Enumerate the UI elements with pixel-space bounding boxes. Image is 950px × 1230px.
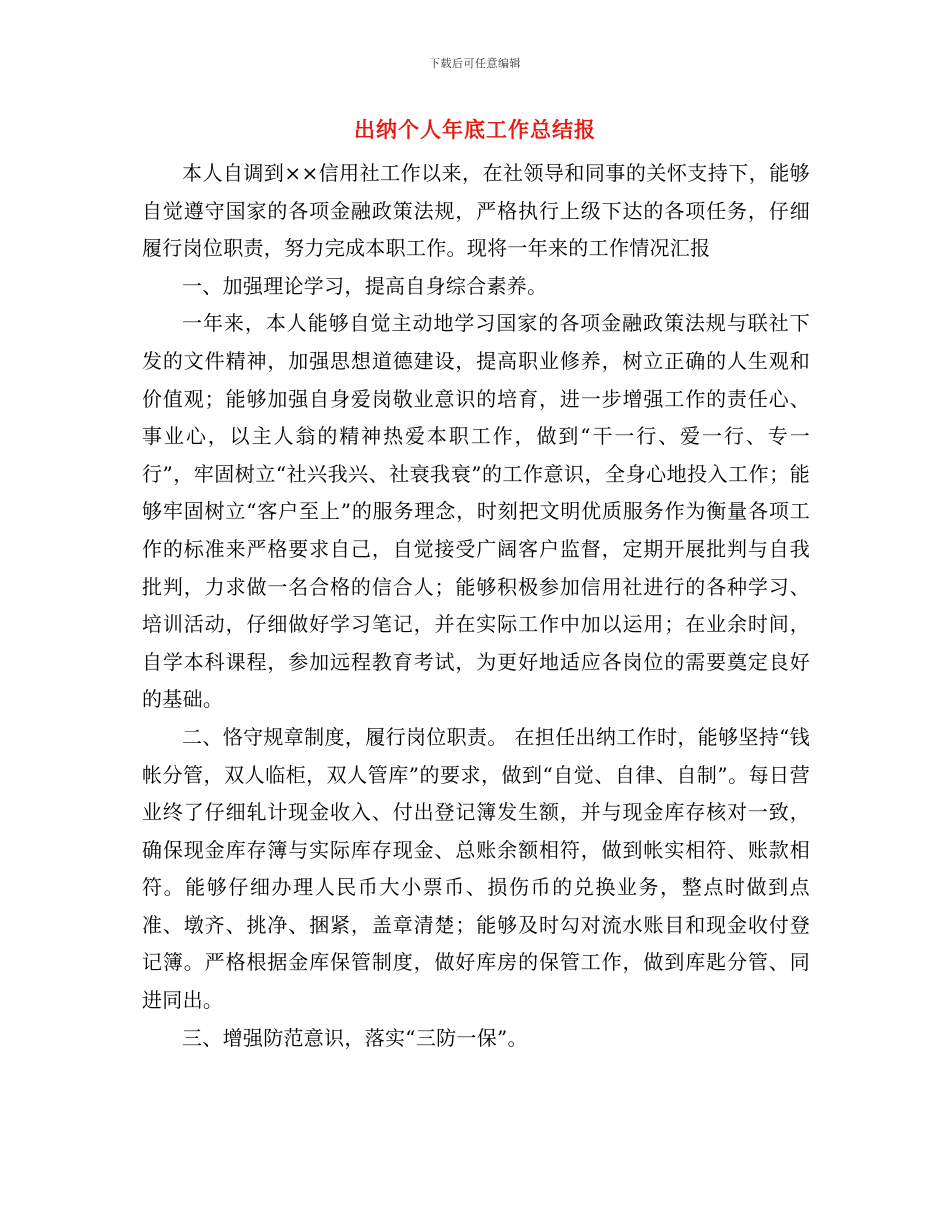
section-heading-3: 三、增强防范意识，落实“三防一保”。 bbox=[182, 1025, 528, 1050]
document-title: 出纳个人年底工作总结报 bbox=[354, 117, 596, 142]
paragraph-section-1: 一年来，本人能够自觉主动地学习国家的各项金融政策法规与联社下发的文件精神，加强思想道德建设，提高职业修养，树立正确的人生观和价值观；能够加强自身爱岗敬业意识的培育，进一步增强工作的责任心、事业心，以主人翁的精神热爱本职工作，做到“干一行、爱一行、专一行”，牢固树立“社兴我兴、社衰我衰”的工作意识，全身心地投入工作；能够牢固树立“客户至上”的服务理念，时刻把文明优质服务作为衡量各项工作的标准来严格要求自己，自觉接受广阔客户监督，定期开展批判与自我批判，力求做一名合格的信合人；能够积极参加信用社进行的各种学习、培训活动，仔细做好学习笔记，并在实际工作中加以运用；在业余时间，自学本科课程，参加远程教育考试，为更好地适应各岗位的需要奠定良好的基础。 bbox=[142, 311, 810, 712]
paragraph-intro: 本人自调到××信用社工作以来，在社领导和同事的关怀支持下，能够自觉遵守国家的各项金融政策法规，严格执行上级下达的各项任务，仔细履行岗位职责，努力完成本职工作。现将一年来的工作情况汇报 bbox=[142, 161, 810, 261]
document-body bbox=[142, 155, 810, 1057]
paragraph-section-2: 二、恪守规章制度，履行岗位职责。 在担任出纳工作时，能够坚持“钱帐分管，双人临柜，双人管库”的要求，做到“自觉、自律、自制”。每日营业终了仔细轧计现金收入、付出登记簿发生额，并与现金库存核对一致，确保现金库存簿与实际库存现金、总账余额相符，做到帐实相符、账款相符。能够仔细办理人民币大小票币、损伤币的兑换业务，整点时做到点准、墩齐、挑净、捆紧，盖章清楚；能够及时勾对流水账目和现金收付登记簿。严格根据金库保管制度，做好库房的保管工作，做到库匙分管、同进同出。 bbox=[142, 724, 810, 1013]
header-note: 下载后可任意编辑 bbox=[429, 57, 521, 70]
section-heading-1: 一、加强理论学习，提高自身综合素养。 bbox=[182, 273, 548, 298]
